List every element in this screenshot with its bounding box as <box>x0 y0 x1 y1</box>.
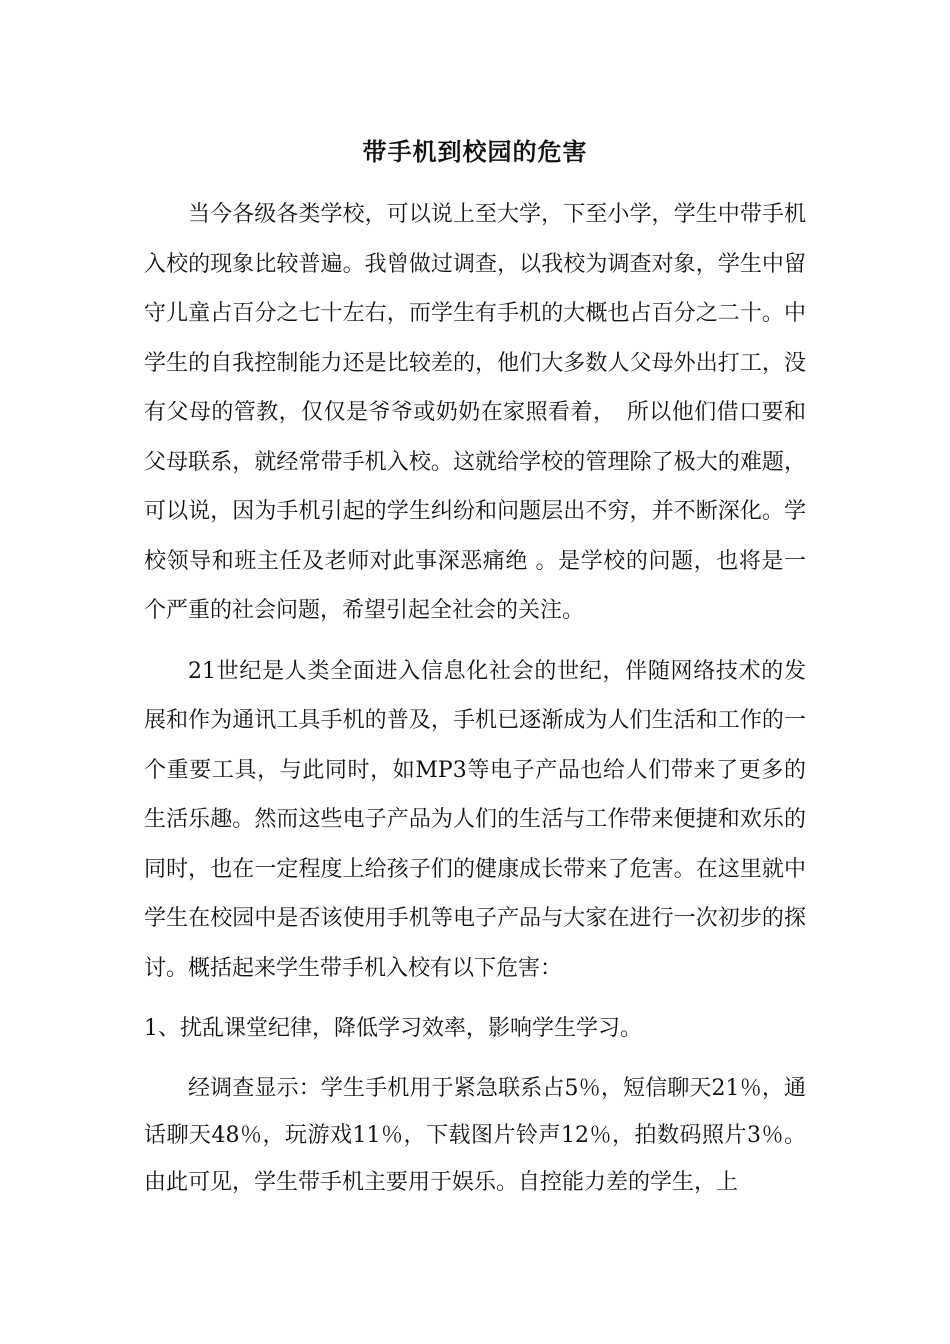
document-body <box>144 190 806 1206</box>
paragraph-information-age: 21世纪是人类全面进入信息化社会的世纪，伴随网络技术的发展和作为通讯工具手机的普及，手机已逐渐成为人们生活和工作的一个重要工具，与此同时，如MP3等电子产品也给人们带来了更多的生活乐趣。然而这些电子产品为人们的生活与工作带来便捷和欢乐的同时，也在一定程度上给孩子们的健康成长带来了危害。在这里就中学生在校园中是否该使用手机等电子产品与大家在进行一次初步的探讨。概括起来学生带手机入校有以下危害： <box>144 658 806 981</box>
paragraph-survey: 经调查显示：学生手机用于紧急联系占5％，短信聊天21％，通话聊天48％，玩游戏11％，下载图片铃声12％，拍数码照片3％。由此可见，学生带手机主要用于娱乐。自控能力差的学生，上 <box>144 1075 806 1195</box>
paragraph-intro: 当今各级各类学校，可以说上至大学，下至小学，学生中带手机入校的现象比较普遍。我曾做过调查，以我校为调查对象，学生中留守儿童占百分之七十左右，而学生有手机的大概也占百分之二十。中学生的自我控制能力还是比较差的，他们大多数人父母外出打工，没有父母的管教，仅仅是爷爷或奶奶在家照看着， 所以他们借口要和父母联系，就经常带手机入校。这就给学校的管理除了极大的难题，可以说，因为手机引起的学生纠纷和问题层出不穷，并不断深化。学校领导和班主任及老师对此事深恶痛绝 。是学校的问题，也将是一个严重的社会问题，希望引起全社会的关注。 <box>144 202 806 623</box>
list-item-harm-1: 1、扰乱课堂纪律，降低学习效率，影响学生学习。 <box>144 1016 642 1041</box>
document-title: 带手机到校园的危害 <box>362 138 588 166</box>
